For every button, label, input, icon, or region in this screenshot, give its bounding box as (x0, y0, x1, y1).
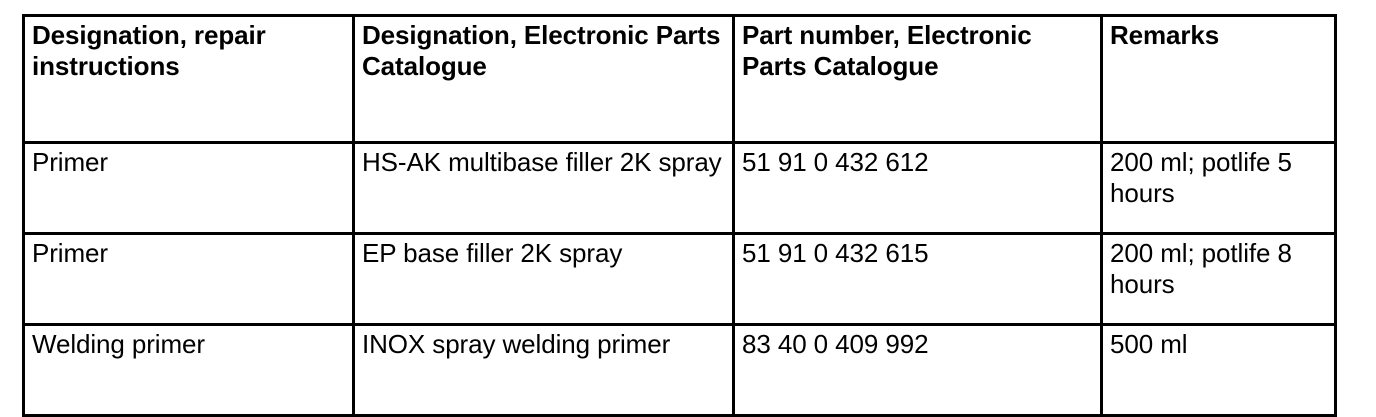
cell-designation-repair: Welding primer (24, 325, 354, 416)
cell-designation-epc: HS-AK multibase filler 2K spray (354, 143, 734, 234)
parts-table-container (22, 14, 1334, 417)
table-row (24, 143, 1336, 234)
cell-designation-repair: Primer (24, 234, 354, 325)
column-header-part-number: Part number, Electronic Parts Catalogue (734, 16, 1102, 143)
cell-part-number: 51 91 0 432 612 (734, 143, 1102, 234)
cell-remarks: 200 ml; potlife 5 hours (1102, 143, 1336, 234)
table-row (24, 234, 1336, 325)
column-header-designation-epc: Designation, Electronic Parts Catalogue (354, 16, 734, 143)
cell-part-number: 83 40 0 409 992 (734, 325, 1102, 416)
cell-designation-epc: EP base filler 2K spray (354, 234, 734, 325)
cell-designation-epc: INOX spray welding primer (354, 325, 734, 416)
cell-part-number: 51 91 0 432 615 (734, 234, 1102, 325)
table-header-row (24, 16, 1336, 143)
table-header (24, 16, 1336, 143)
parts-table (22, 14, 1337, 417)
table-row (24, 325, 1336, 416)
cell-remarks: 200 ml; potlife 8 hours (1102, 234, 1336, 325)
cell-designation-repair: Primer (24, 143, 354, 234)
cell-remarks: 500 ml (1102, 325, 1336, 416)
table-body (24, 143, 1336, 416)
column-header-remarks: Remarks (1102, 16, 1336, 143)
column-header-designation-repair: Designation, repair instructions (24, 16, 354, 143)
